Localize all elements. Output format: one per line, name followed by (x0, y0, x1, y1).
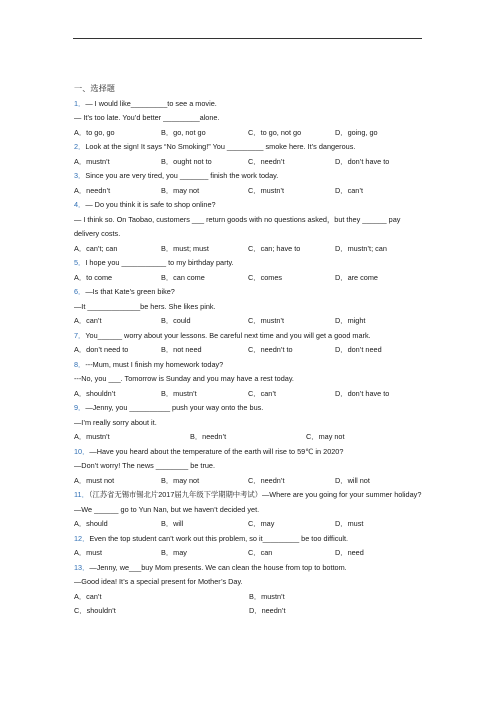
option-b[interactable]: B．not need (161, 345, 202, 354)
option-a[interactable]: A．don’t need to (74, 345, 129, 354)
option-d[interactable]: D．going, go (335, 127, 378, 137)
question-line: — It’s too late. You’d better _________alone. (74, 113, 220, 122)
question-stem: — Do you think it is safe to shop online? (85, 200, 216, 209)
option-b[interactable]: B．ought not to (161, 156, 212, 166)
question-stem: ---Mum, must I finish my homework today? (85, 359, 224, 369)
options-row (74, 343, 424, 358)
option-a[interactable]: A．can’t (74, 591, 102, 601)
question-12 (74, 532, 424, 561)
option-c[interactable]: C．can (248, 548, 273, 557)
question-number: 12． (74, 533, 90, 543)
question-1 (74, 97, 424, 141)
question-line: —Don’t worry! The news ________ be true. (74, 461, 216, 470)
question-number: 11． (74, 490, 89, 499)
question-stem: —Have you heard about the temperature of the earth will rise to 59℃ in 2020? (89, 446, 344, 456)
question-13 (74, 561, 424, 619)
option-b[interactable]: B．may not (161, 475, 200, 485)
option-b[interactable]: B．needn’t (190, 432, 227, 441)
question-stem: —Is that Kate’s green bike? (85, 287, 175, 296)
option-c[interactable]: C．needn’t (248, 156, 285, 166)
option-b[interactable]: B．must; must (161, 243, 209, 253)
question-6 (74, 285, 424, 329)
question-number: 8． (74, 359, 86, 369)
options-row (74, 314, 424, 329)
options-row (74, 590, 424, 605)
option-c[interactable]: C．mustn’t (248, 185, 285, 195)
question-line: —It _____________be hers. She likes pink. (74, 301, 216, 311)
question-4 (74, 198, 424, 256)
option-c[interactable]: C．may not (306, 432, 345, 441)
question-number: 7． (74, 330, 86, 340)
options-row (74, 126, 424, 141)
option-d[interactable]: D．might (335, 316, 366, 325)
options-row (74, 387, 424, 402)
options-row (74, 474, 424, 489)
option-b[interactable]: B．may (161, 548, 187, 557)
options-row (74, 604, 424, 619)
option-d[interactable]: D．mustn’t; can (335, 243, 387, 253)
option-b[interactable]: B．mustn’t (249, 591, 285, 601)
option-d[interactable]: D．don’t need (335, 345, 382, 354)
question-stem: Look at the sign! It says “No Smoking!” You _________ smoke here. It’s dangerous. (85, 142, 356, 151)
question-stem: You______ worry about your lessons. Be careful next time and you will get a good mark. (85, 330, 371, 340)
option-d[interactable]: D．are come (335, 272, 378, 282)
option-a[interactable]: A．shouldn’t (74, 388, 116, 398)
question-8 (74, 358, 424, 402)
question-number: 3． (74, 171, 86, 180)
option-a[interactable]: A．must not (74, 475, 115, 485)
option-d[interactable]: D．need (335, 548, 364, 557)
question-number: 2． (74, 142, 86, 151)
option-b[interactable]: B．will (161, 519, 184, 528)
option-a[interactable]: A．can’t (74, 316, 102, 325)
options-row (74, 155, 424, 170)
options-row (74, 271, 424, 286)
question-stem: — I would like_________to see a movie. (85, 98, 217, 108)
question-list (74, 82, 424, 619)
option-a[interactable]: A．mustn’t (74, 156, 110, 166)
question-stem: I hope you ___________ to my birthday party. (85, 258, 234, 267)
question-number: 6． (74, 287, 86, 296)
option-c[interactable]: C．needn’t to (248, 345, 293, 354)
option-d[interactable]: D．don’t have to (335, 156, 390, 166)
option-a[interactable]: A．must (74, 548, 102, 557)
option-c[interactable]: C．can’t (248, 388, 276, 398)
question-9 (74, 401, 424, 445)
options-row (74, 242, 424, 257)
option-d[interactable]: D．must (335, 519, 364, 528)
question-number: 5． (74, 258, 86, 267)
option-c[interactable]: C．comes (248, 272, 283, 282)
question-stem: —Jenny, we___buy Mom presents. We can clean the house from top to bottom. (89, 562, 347, 572)
question-stem: Even the top student can’t work out this problem, so it_________ be too difficult. (89, 533, 349, 543)
option-a[interactable]: A．should (74, 519, 108, 528)
question-stem: （江苏省无锡市锡北片2017届九年级下学期期中考试）—Where are you going for your summer holiday? (88, 490, 422, 499)
option-b[interactable]: B．could (161, 316, 191, 325)
question-line: —We ______ go to Yun Nan, but we haven’t decided yet. (74, 504, 260, 514)
option-c[interactable]: C．mustn’t (248, 316, 285, 325)
option-b[interactable]: B．go, not go (161, 127, 206, 137)
option-c[interactable]: C．may (248, 519, 275, 528)
question-line: —Good idea! It’s a special present for Mother’s Day. (74, 577, 243, 586)
question-line: — I think so. On Taobao, customers ___ return goods with no questions asked，but they ______ pay delivery costs. (74, 214, 401, 238)
question-stem: Since you are very tired, you _______ finish the work today. (85, 171, 279, 180)
question-2 (74, 140, 424, 169)
option-d[interactable]: D．don’t have to (335, 388, 390, 398)
question-5 (74, 256, 424, 285)
question-number: 4． (74, 200, 86, 209)
options-row (74, 184, 424, 199)
question-7 (74, 329, 424, 358)
option-a[interactable]: A．mustn’t (74, 432, 110, 441)
question-10 (74, 445, 424, 489)
question-number: 1． (74, 98, 86, 108)
question-3 (74, 169, 424, 198)
question-number: 10． (74, 446, 90, 456)
question-line: —I’m really sorry about it. (74, 417, 157, 427)
options-row (74, 546, 424, 561)
option-c[interactable]: C．shouldn’t (74, 606, 116, 615)
section-title: 一、选择题 (74, 84, 115, 93)
question-11 (74, 488, 424, 532)
option-c[interactable]: C．to go, not go (248, 127, 302, 137)
option-d[interactable]: D．needn’t (249, 606, 286, 615)
option-b[interactable]: B．can come (161, 272, 205, 282)
options-row (74, 430, 424, 445)
option-d[interactable]: D．will not (335, 475, 370, 485)
option-d[interactable]: D．can’t (335, 185, 363, 195)
question-line: ---No, you ___. Tomorrow is Sunday and you may have a rest today. (74, 374, 294, 383)
question-number: 13． (74, 562, 90, 572)
option-c[interactable]: C．can; have to (248, 243, 301, 253)
option-a[interactable]: A．needn’t (74, 185, 111, 195)
option-c[interactable]: C．needn’t (248, 475, 285, 485)
option-b[interactable]: B．mustn’t (161, 388, 197, 398)
option-a[interactable]: A．to go, go (74, 127, 115, 137)
question-number: 9． (74, 403, 86, 412)
option-a[interactable]: A．can’t; can (74, 243, 118, 253)
option-b[interactable]: B．may not (161, 185, 200, 195)
options-row (74, 517, 424, 532)
option-a[interactable]: A．to come (74, 272, 113, 282)
header-rule (73, 38, 422, 39)
question-stem: —Jenny, you __________ push your way onto the bus. (85, 403, 264, 412)
